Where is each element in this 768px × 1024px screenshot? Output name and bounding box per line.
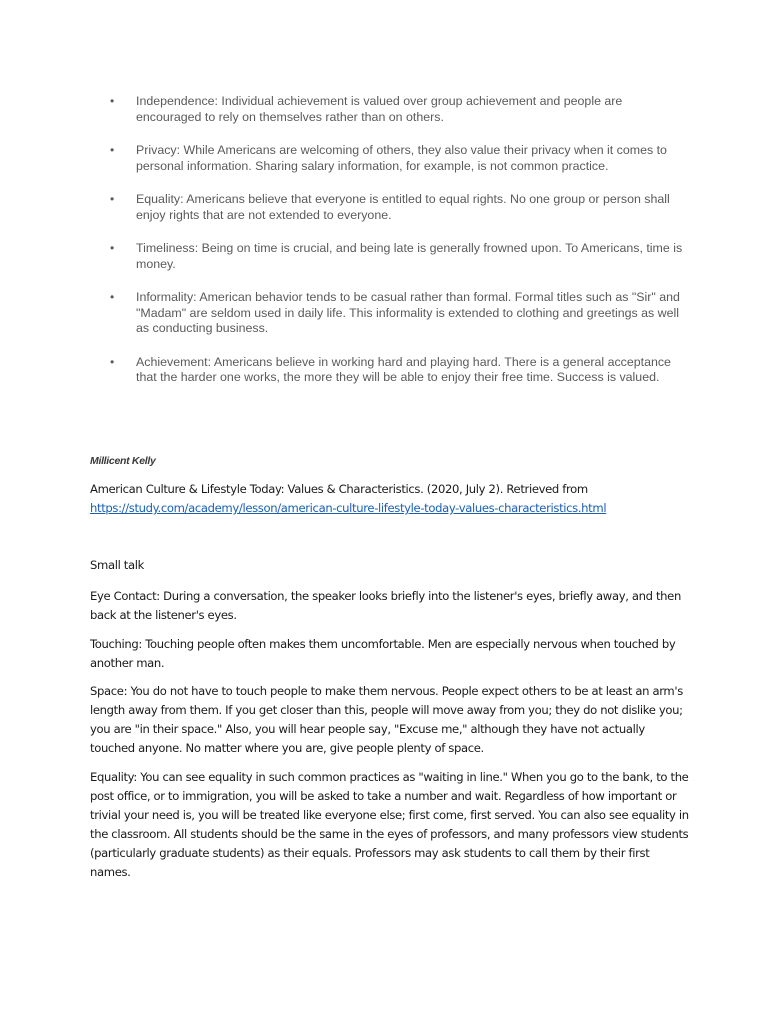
- bullet-text: Achievement: Americans believe in working hard and playing hard. There is a general acceptance that the harder one works, the more they will be able to enjoy their free time. Success is valued.: [136, 354, 671, 384]
- citation: [90, 480, 690, 518]
- bullet-text: Independence: Individual achievement is valued over group achievement and people are encouraged to rely on themselves rather than on others.: [136, 94, 623, 124]
- bullet-text: Privacy: While Americans are welcoming of others, they also value their privacy when it comes to personal information. Sharing salary information, for example, is not common practice.: [136, 143, 667, 173]
- citation-text: American Culture & Lifestyle Today: Values & Characteristics. (2020, July 2). Retrieved from: [90, 482, 588, 496]
- bullet-equality: [110, 192, 690, 223]
- bullet-dot-icon: •: [110, 241, 115, 255]
- bullet-dot-icon: •: [110, 192, 115, 206]
- values-bullet-list: [110, 94, 690, 404]
- bullet-informality: [110, 290, 690, 337]
- section-heading: Small talk: [90, 558, 144, 572]
- bullet-dot-icon: •: [110, 354, 115, 369]
- bullet-dot-icon: •: [110, 290, 115, 304]
- bullet-text: Equality: Americans believe that everyone is entitled to equal rights. No one group or person shall enjoy rights that are not extended to everyone.: [136, 192, 670, 222]
- bullet-achievement: [110, 355, 690, 386]
- paragraph-eye-contact: Eye Contact: During a conversation, the speaker looks briefly into the listener's eyes, briefly away, and then back at the listener's eyes.: [90, 589, 681, 622]
- author-name: Millicent Kelly: [90, 455, 156, 467]
- citation-link[interactable]: https://study.com/academy/lesson/american-culture-lifestyle-today-values-characteristics.html: [90, 501, 607, 515]
- bullet-privacy: [110, 143, 690, 174]
- paragraph-space: Space: You do not have to touch people to make them nervous. People expect others to be at least an arm's length away from them. If you get closer than this, people will move away from you; they do not dislike you; you are "in their space." Also, you will hear people say, "Excuse me," although they have not actually touched anyone. No matter where you are, give people plenty of space.: [90, 684, 683, 755]
- bullet-independence: [110, 94, 690, 125]
- bullet-text: Informality: American behavior tends to be casual rather than formal. Formal titles such as "Sir" and "Madam" are seldom used in daily life. This informality is extended to clothing and greetings as well as conducting business.: [136, 290, 680, 335]
- bullet-dot-icon: •: [110, 94, 115, 108]
- paragraph-equality: Equality: You can see equality in such common practices as "waiting in line." When you go to the bank, to the post office, or to immigration, you will be asked to take a number and wait. Regardless of how important or trivial your need is, you will be treated like everyone else; first come, first served. You can also see equality in the classroom. All students should be the same in the eyes of professors, and many professors view students (particularly graduate students) as their equals. Professors may ask students to call them by their first names.: [90, 770, 689, 879]
- bullet-text: Timeliness: Being on time is crucial, and being late is generally frowned upon. To Americans, time is money.: [136, 241, 683, 271]
- paragraph-touching: Touching: Touching people often makes them uncomfortable. Men are especially nervous when touched by another man.: [90, 637, 676, 670]
- bullet-dot-icon: •: [110, 143, 115, 157]
- bullet-timeliness: [110, 241, 690, 272]
